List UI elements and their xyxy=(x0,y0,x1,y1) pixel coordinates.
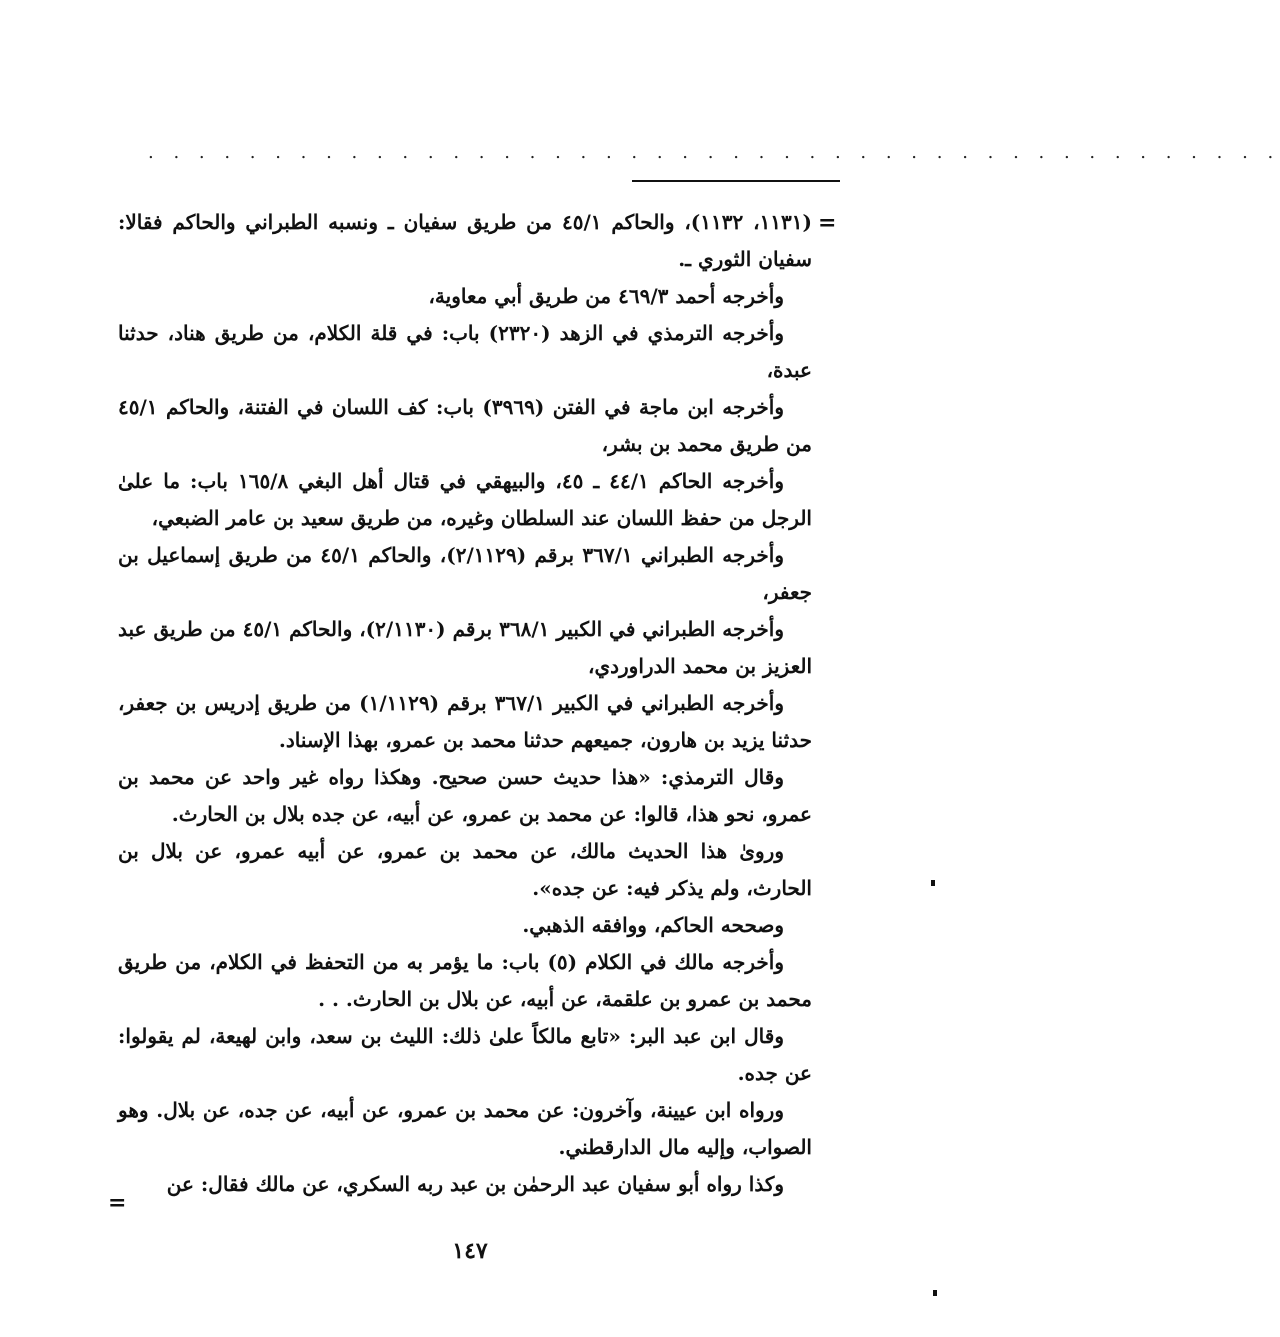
footnote-paragraph: وأخرجه الحاكم ٤٤/١ ـ ٤٥، والبيهقي في قتال أهل البغي ١٦٥/٨ باب: ما علىٰ الرجل من حفظ اللسان عند السلطان وغيره، من طريق سعيد بن عامر الضبعي، xyxy=(118,469,812,530)
footnote-paragraph: وأخرجه الترمذي في الزهد (٢٣٢٠) باب: في قلة الكلام، من طريق هناد، حدثنا عبدة، xyxy=(118,321,812,382)
footnote-paragraph: وأخرجه أحمد ٤٦٩/٣ من طريق أبي معاوية، xyxy=(428,284,784,308)
footnote-paragraph: وقال ابن عبد البر: «تابع مالكاً علىٰ ذلك: الليث بن سعد، وابن لهيعة، لم يقولوا: عن جده. xyxy=(118,1024,812,1085)
continuation-mark-top: = xyxy=(818,210,837,236)
scan-speck xyxy=(931,880,935,886)
footnote-paragraph: وقال الترمذي: «هذا حديث حسن صحيح. وهكذا رواه غير واحد عن محمد بن عمرو، نحو هذا، قالوا: عن محمد بن عمرو، عن أبيه، عن جده بلال بن الحارث. xyxy=(118,765,812,826)
footnote-paragraph: (١١٣١، ١١٣٢)، والحاكم ٤٥/١ من طريق سفيان ـ ونسبه الطبراني والحاكم فقالا: سفيان الثوري ـ. xyxy=(118,210,812,271)
footnotes-body xyxy=(118,204,812,1203)
scan-speck xyxy=(933,1290,937,1296)
footnote-paragraph: ورویٰ هذا الحديث مالك، عن محمد بن عمرو، عن أبيه عمرو، عن بلال بن الحارث، ولم يذكر فيه: عن جده». xyxy=(118,839,812,900)
footnote-paragraph: ورواه ابن عيينة، وآخرون: عن محمد بن عمرو، عن أبيه، عن جده، عن بلال. وهو الصواب، وإليه مال الدارقطني. xyxy=(118,1098,812,1159)
footnote-rule xyxy=(632,180,840,182)
continuation-mark-bottom: = xyxy=(108,1190,127,1216)
footnote-paragraph: وصححه الحاكم، ووافقه الذهبي. xyxy=(522,913,784,937)
footnote-paragraph: وأخرجه الطبراني في الكبير ٣٦٨/١ برقم (٢/١١٣٠)، والحاكم ٤٥/١ من طريق عبد العزيز بن محمد الدراوردي، xyxy=(118,617,812,678)
footnote-paragraph: وأخرجه مالك في الكلام (٥) باب: ما يؤمر به من التحفظ في الكلام، من طريق محمد بن عمرو بن علقمة، عن أبيه، عن بلال بن الحارث. . . xyxy=(118,950,812,1011)
footnote-paragraph: وكذا رواه أبو سفيان عبد الرحمٰن بن عبد ربه السكري، عن مالك فقال: عن xyxy=(166,1172,784,1196)
footnote-paragraph: وأخرجه ابن ماجة في الفتن (٣٩٦٩) باب: كف اللسان في الفتنة، والحاكم ٤٥/١ من طريق محمد بن بشر، xyxy=(118,395,812,456)
footnote-paragraph: وأخرجه الطبراني ٣٦٧/١ برقم (٢/١١٢٩)، والحاكم ٤٥/١ من طريق إسماعيل بن جعفر، xyxy=(118,543,812,604)
separator-dots: . . . . . . . . . . . . . . . . . . . . . . . . . . . . . . . . . . . . . . . . . . . . . xyxy=(148,142,1280,163)
page-number: ١٤٧ xyxy=(452,1238,488,1264)
footnote-paragraph: وأخرجه الطبراني في الكبير ٣٦٧/١ برقم (١/١١٢٩) من طريق إدريس بن جعفر، حدثنا يزيد بن هارون، جميعهم حدثنا محمد بن عمرو، بهذا الإسناد. xyxy=(118,691,812,752)
